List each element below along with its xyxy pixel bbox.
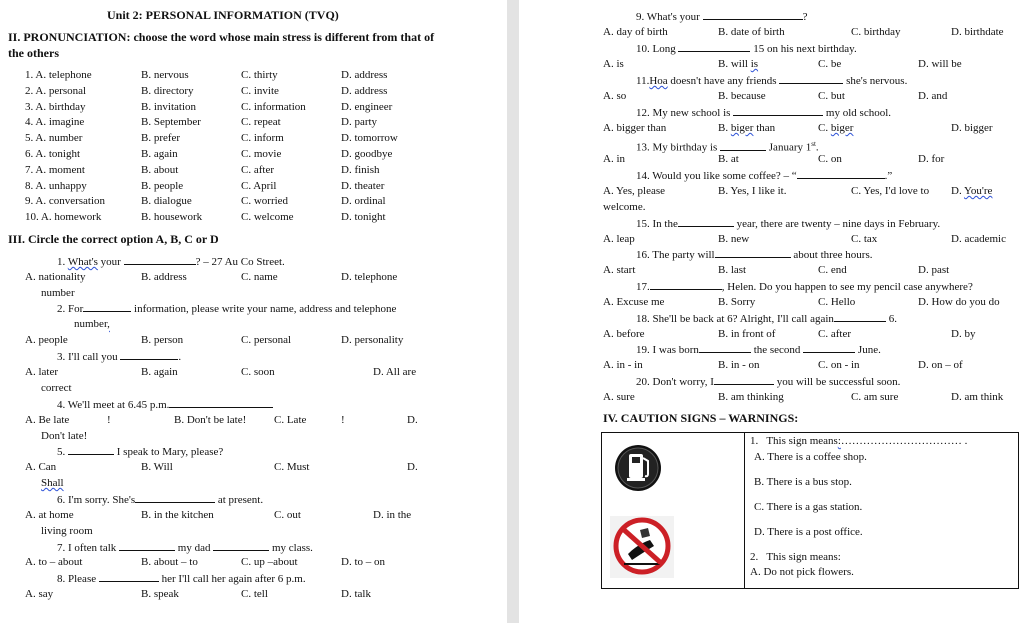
option[interactable]: B. speak xyxy=(141,588,179,600)
pron-option[interactable]: D. theater xyxy=(341,179,385,192)
option[interactable]: B. person xyxy=(141,334,184,346)
option[interactable]: D. past xyxy=(918,264,950,276)
question-17: 17. , Helen. Do you happen to see my pencil case anywhere? xyxy=(636,281,973,293)
option[interactable]: B. about – to xyxy=(141,556,198,568)
sign-1-question: 1. This sign means:…………………………… . xyxy=(750,435,968,447)
option[interactable]: B. last xyxy=(718,264,747,276)
pron-option[interactable]: B. directory xyxy=(141,84,194,97)
option[interactable]: C. Must xyxy=(274,461,310,473)
option-cont: living room xyxy=(41,525,93,537)
option[interactable]: A. leap xyxy=(603,233,635,245)
option[interactable]: D. All are xyxy=(373,366,417,378)
pron-item[interactable]: 7. A. moment xyxy=(25,163,85,176)
option[interactable]: C. biger xyxy=(818,122,854,134)
pron-item[interactable]: 5. A. number xyxy=(25,132,83,145)
question-16: 16. The party will about three hours. xyxy=(636,249,873,261)
option[interactable]: C. Yes, I'd love to xyxy=(851,185,930,197)
option[interactable]: B. am thinking xyxy=(718,391,784,403)
pron-option[interactable]: C. invite xyxy=(241,84,279,97)
pron-item[interactable]: 3. A. birthday xyxy=(25,100,86,113)
page-title: Unit 2: PERSONAL INFORMATION (TVQ) xyxy=(107,8,339,22)
question-18: 18. She'll be back at 6? Alright, I'll call again 6. xyxy=(636,313,897,325)
pron-option[interactable]: D. tonight xyxy=(341,211,386,224)
option[interactable]: D. How do you do xyxy=(918,296,1000,308)
option[interactable]: A. in - in xyxy=(603,359,643,371)
option[interactable]: A. people xyxy=(25,334,68,346)
option[interactable]: B. because xyxy=(718,90,766,102)
option[interactable]: D. for xyxy=(918,153,945,165)
option[interactable]: D. telephone xyxy=(341,271,398,283)
option[interactable]: A. start xyxy=(603,264,636,276)
pron-option[interactable]: D. address xyxy=(341,84,388,97)
sign-option[interactable]: B. There is a bus stop. xyxy=(754,476,852,488)
pron-item[interactable]: 10. A. homework xyxy=(25,211,102,224)
option[interactable]: C. tell xyxy=(241,588,268,600)
pron-option[interactable]: D. goodbye xyxy=(341,148,393,160)
option-cont: welcome. xyxy=(603,201,646,213)
option[interactable]: B. at xyxy=(718,153,739,165)
question-5: 5. I speak to Mary, please? xyxy=(57,446,224,458)
section-2-heading-cont: the others xyxy=(8,46,59,60)
question-2: 2. For information, please write your name, address and telephone xyxy=(57,303,397,315)
pron-option[interactable]: C. worried xyxy=(241,195,289,208)
option[interactable]: D. by xyxy=(951,328,976,340)
option[interactable]: C. Late xyxy=(274,414,307,426)
option[interactable]: A. is xyxy=(603,58,624,70)
option-cont: correct xyxy=(41,382,72,394)
question-9: 9. What's your ? xyxy=(636,11,808,23)
question-8: 8. Please her I'll call her again after 6 p.m. xyxy=(57,573,306,585)
option[interactable]: C. out xyxy=(274,509,301,521)
pron-option[interactable]: B. housework xyxy=(141,211,203,224)
option[interactable]: D. in the xyxy=(373,509,412,521)
question-6: 6. I'm sorry. She's at present. xyxy=(57,494,264,506)
option[interactable]: B. will is xyxy=(718,58,759,70)
option[interactable]: D. talk xyxy=(341,588,371,600)
option[interactable]: A. sure xyxy=(603,391,635,403)
option[interactable]: C. on xyxy=(818,153,842,165)
option[interactable]: A. later xyxy=(25,366,58,378)
option[interactable]: D. xyxy=(407,414,418,426)
pron-option[interactable]: C. movie xyxy=(241,148,282,160)
pron-option[interactable]: D. address xyxy=(341,69,388,81)
option[interactable]: B. Will xyxy=(141,461,173,473)
option[interactable]: C. name xyxy=(241,271,278,283)
option-cont: number xyxy=(41,287,75,299)
question-19: 19. I was born the second June. xyxy=(636,344,881,356)
punct: ! xyxy=(107,414,111,426)
pron-option[interactable]: B. about xyxy=(141,163,179,176)
sign-option[interactable]: D. There is a post office. xyxy=(754,526,863,538)
option[interactable]: C. Hello xyxy=(818,296,856,308)
question-7: 7. I often talk my dad my class. xyxy=(57,542,313,554)
option[interactable]: C. up –about xyxy=(241,556,298,568)
pron-item[interactable]: 8. A. unhappy xyxy=(25,179,87,192)
table-divider xyxy=(744,432,745,588)
option[interactable]: A. before xyxy=(603,328,645,340)
option[interactable]: D. am think xyxy=(951,391,1004,403)
pron-item[interactable]: 1. A. telephone xyxy=(25,69,92,81)
pron-option[interactable]: B. invitation xyxy=(141,100,196,113)
option[interactable]: C. after xyxy=(818,328,851,340)
option[interactable]: C. end xyxy=(818,264,847,276)
question-12: 12. My new school is my old school. xyxy=(636,107,892,119)
option[interactable]: A. bigger than xyxy=(603,122,667,134)
pron-option[interactable]: D. tomorrow xyxy=(341,132,398,145)
option[interactable]: A. at home xyxy=(25,509,74,521)
option[interactable]: C. on - in xyxy=(818,359,860,371)
option[interactable]: B. address xyxy=(141,271,187,283)
option[interactable]: B. in front of xyxy=(718,328,776,340)
question-1: 1. What's your ? – 27 Au Co Street. xyxy=(57,256,285,268)
question-11: 11.Hoa doesn't have any friends she's nervous. xyxy=(636,75,908,87)
pron-option[interactable]: C. repeat xyxy=(241,116,281,129)
page-gutter xyxy=(507,0,519,623)
question-4: 4. We'll meet at 6.45 p.m. xyxy=(57,398,273,412)
option[interactable]: B. in the kitchen xyxy=(141,509,214,521)
option[interactable]: C. birthday xyxy=(851,26,901,38)
option[interactable]: B. new xyxy=(718,233,750,245)
question-14: 14. Would you like some coffee? – “ .” xyxy=(636,170,893,182)
sign-2-question: 2. This sign means: xyxy=(750,551,841,563)
pron-option[interactable]: D. party xyxy=(341,116,378,129)
option[interactable]: C. personal xyxy=(241,334,292,346)
question-3: 3. I'll call you . xyxy=(57,351,182,363)
section-3-heading: III. Circle the correct option A, B, C or D xyxy=(8,232,219,246)
option[interactable]: A. Can xyxy=(25,461,57,473)
option[interactable]: A. Be late xyxy=(25,414,70,426)
option[interactable]: A. to – about xyxy=(25,556,83,568)
gas-pump-icon xyxy=(612,440,664,496)
option[interactable]: A. so xyxy=(603,90,627,102)
question-10: 10. Long 15 on his next birthday. xyxy=(636,43,857,55)
option[interactable]: B. in - on xyxy=(718,359,760,371)
sign-option[interactable]: C. There is a gas station. xyxy=(754,501,863,513)
pron-item[interactable]: 6. A. tonight xyxy=(25,148,81,160)
pron-option[interactable]: C. information xyxy=(241,100,306,113)
pron-item[interactable]: 4. A. imagine xyxy=(25,116,85,129)
pron-option[interactable]: C. after xyxy=(241,163,274,176)
option[interactable]: D. to – on xyxy=(341,556,385,568)
sign-option[interactable]: A. Do not pick flowers. xyxy=(750,566,854,578)
option[interactable]: A. in xyxy=(603,153,625,165)
punct: ! xyxy=(341,414,345,426)
option[interactable]: C. tax xyxy=(851,233,878,245)
option[interactable]: D. personality xyxy=(341,334,404,346)
question-15: 15. In the year, there are twenty – nine days in February. xyxy=(636,218,941,230)
option-cont: Don't late! xyxy=(41,430,88,442)
question-2-cont: number, xyxy=(74,318,110,330)
option[interactable]: D. xyxy=(407,461,418,473)
pron-option[interactable]: B. people xyxy=(141,179,184,192)
option[interactable]: A. Yes, please xyxy=(603,185,666,197)
option[interactable]: D. birthdate xyxy=(951,26,1004,38)
question-13: 13. My birthday is January 1st. xyxy=(636,140,819,154)
option[interactable]: D. will be xyxy=(918,58,962,70)
section-4-heading: IV. CAUTION SIGNS – WARNINGS: xyxy=(603,411,799,425)
option[interactable]: B. Don't be late! xyxy=(174,414,247,426)
sign-option[interactable]: A. There is a coffee shop. xyxy=(754,451,867,463)
option[interactable]: B. Yes, I like it. xyxy=(718,185,787,197)
option[interactable]: D. bigger xyxy=(951,122,993,134)
section-2-heading: II. PRONUNCIATION: choose the word whose main stress is different from that of xyxy=(8,30,435,44)
pron-option[interactable]: B. September xyxy=(141,116,201,129)
pron-option[interactable]: D. ordinal xyxy=(341,195,386,208)
pron-option[interactable]: B. dialogue xyxy=(141,195,192,208)
pron-option[interactable]: C. welcome xyxy=(241,211,294,224)
pron-option[interactable]: C. inform xyxy=(241,132,284,145)
option[interactable]: D. and xyxy=(918,90,948,102)
pron-option[interactable]: D. finish xyxy=(341,163,380,176)
option[interactable]: B. again xyxy=(141,366,178,378)
option[interactable]: C. am sure xyxy=(851,391,899,403)
pron-item[interactable]: 2. A. personal xyxy=(25,84,87,97)
question-20: 20. Don't worry, I you will be successful soon. xyxy=(636,376,901,388)
option-cont: Shall xyxy=(41,477,64,489)
option[interactable]: B. Sorry xyxy=(718,296,756,308)
option[interactable]: B. biger than xyxy=(718,122,776,134)
option[interactable]: B. date of birth xyxy=(718,26,785,38)
pron-option[interactable]: C. thirty xyxy=(241,69,278,81)
option[interactable]: A. Excuse me xyxy=(603,296,665,308)
pron-option[interactable]: B. nervous xyxy=(141,69,189,81)
option[interactable]: C. be xyxy=(818,58,842,70)
pron-option[interactable]: B. prefer xyxy=(141,132,181,145)
no-picking-flowers-icon xyxy=(610,516,674,578)
option[interactable]: A. say xyxy=(25,588,54,600)
option[interactable]: A. day of birth xyxy=(603,26,668,38)
option[interactable]: C. soon xyxy=(241,366,275,378)
option[interactable]: D. You're xyxy=(951,185,993,197)
option[interactable]: D. academic xyxy=(951,233,1006,245)
option[interactable]: D. on – of xyxy=(918,359,963,371)
pron-option[interactable]: C. April xyxy=(241,179,277,192)
pron-option[interactable]: B. again xyxy=(141,148,178,160)
option[interactable]: A. nationality xyxy=(25,271,86,283)
pron-item[interactable]: 9. A. conversation xyxy=(25,195,106,208)
pron-option[interactable]: D. engineer xyxy=(341,100,393,113)
option[interactable]: C. but xyxy=(818,90,845,102)
